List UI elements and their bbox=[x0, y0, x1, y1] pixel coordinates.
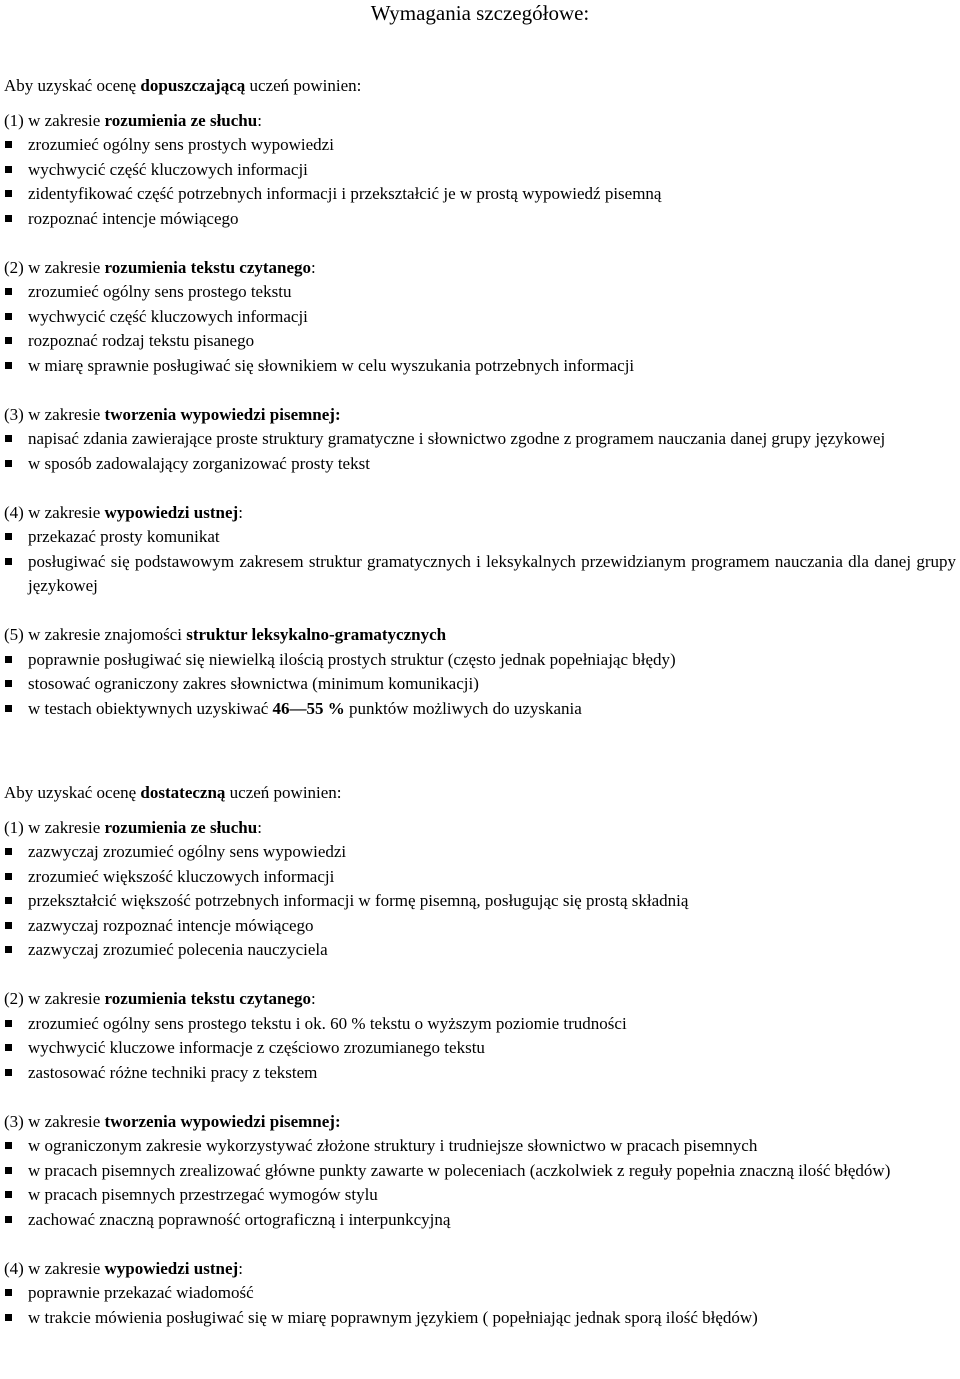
bullet-list bbox=[4, 1281, 956, 1330]
section-heading bbox=[4, 816, 956, 841]
list-item: w pracach pisemnych przestrzegać wymogów stylu bbox=[4, 1183, 956, 1208]
list-item: zrozumieć ogólny sens prostego tekstu bbox=[4, 280, 956, 305]
list-item: przekazać prosty komunikat bbox=[4, 525, 956, 550]
score-range: 46—55 % bbox=[272, 698, 345, 718]
section-prefix: (3) w zakresie bbox=[4, 404, 105, 424]
list-item: w sposób zadowalający zorganizować prosty tekst bbox=[4, 452, 956, 477]
list-item: zazwyczaj rozpoznać intencje mówiącego bbox=[4, 914, 956, 939]
grade-intro-dostateczna bbox=[4, 781, 956, 806]
section-prefix: (5) w zakresie znajomości bbox=[4, 625, 187, 644]
intro-text: Aby uzyskać ocenę bbox=[4, 783, 141, 802]
section-heading bbox=[4, 109, 956, 134]
grade-intro-dopuszczajaca bbox=[4, 74, 956, 99]
list-item: poprawnie posługiwać się niewielką ilością prostych struktur (często jednak popełniając błędy) bbox=[4, 648, 956, 673]
grade-name: dopuszczającą bbox=[140, 76, 246, 95]
section-heading bbox=[4, 1257, 956, 1282]
section-topic: tworzenia wypowiedzi pisemnej: bbox=[104, 1111, 341, 1131]
section-topic: tworzenia wypowiedzi pisemnej: bbox=[104, 404, 341, 424]
section-prefix: (2) w zakresie bbox=[4, 989, 105, 1008]
section-topic: wypowiedzi ustnej bbox=[104, 502, 239, 522]
section-heading bbox=[4, 623, 956, 648]
list-item: stosować ograniczony zakres słownictwa (minimum komunikacji) bbox=[4, 672, 956, 697]
section-suffix: : bbox=[311, 257, 316, 277]
section-prefix: (4) w zakresie bbox=[4, 502, 105, 522]
list-item: wychwycić część kluczowych informacji bbox=[4, 158, 956, 183]
list-item: zrozumieć większość kluczowych informacji bbox=[4, 865, 956, 890]
section-heading bbox=[4, 256, 956, 281]
section-prefix: (1) w zakresie bbox=[4, 110, 105, 130]
list-item: wychwycić część kluczowych informacji bbox=[4, 305, 956, 330]
section-prefix: (2) w zakresie bbox=[4, 257, 105, 277]
bullet-list bbox=[4, 525, 956, 599]
intro-text: uczeń powinien: bbox=[245, 76, 362, 95]
list-item: rozpoznać intencje mówiącego bbox=[4, 207, 956, 232]
section-prefix: (4) w zakresie bbox=[4, 1258, 105, 1278]
list-item: w pracach pisemnych zrealizować główne punkty zawarte w poleceniach (aczkolwiek z reguły popełnia znaczną ilość błędów) bbox=[4, 1159, 956, 1184]
intro-text: Aby uzyskać ocenę bbox=[4, 76, 141, 95]
section-topic: rozumienia tekstu czytanego bbox=[104, 257, 312, 277]
list-item: przekształcić większość potrzebnych informacji w formę pisemną, posługując się prostą składnią bbox=[4, 889, 956, 914]
section-heading bbox=[4, 501, 956, 526]
bullet-list bbox=[4, 280, 956, 378]
bullet-list bbox=[4, 1012, 956, 1086]
list-item: posługiwać się podstawowym zakresem struktur gramatycznych i leksykalnych przewidzianym programem nauczania dla danej grupy językowej bbox=[4, 550, 956, 599]
section-suffix: : bbox=[257, 817, 262, 837]
section-topic: rozumienia ze słuchu bbox=[104, 110, 258, 130]
item-text: w testach obiektywnych uzyskiwać bbox=[28, 698, 273, 718]
section-prefix: (3) w zakresie bbox=[4, 1111, 105, 1131]
section-suffix: : bbox=[311, 989, 316, 1008]
section-suffix: : bbox=[238, 502, 243, 522]
list-item: wychwycić kluczowe informacje z częściowo zrozumianego tekstu bbox=[4, 1036, 956, 1061]
section-heading bbox=[4, 987, 956, 1012]
bullet-list bbox=[4, 1134, 956, 1232]
list-item: w ograniczonym zakresie wykorzystywać złożone struktury i trudniejsze słownictwo w pracach pisemnych bbox=[4, 1134, 956, 1159]
section-topic: rozumienia tekstu czytanego bbox=[104, 989, 312, 1008]
section-suffix: : bbox=[257, 110, 262, 130]
list-item: rozpoznać rodzaj tekstu pisanego bbox=[4, 329, 956, 354]
grade-name: dostateczną bbox=[140, 783, 226, 802]
bullet-list bbox=[4, 133, 956, 231]
page-title: Wymagania szczegółowe: bbox=[370, 1, 590, 25]
list-item: zrozumieć ogólny sens prostego tekstu i ok. 60 % tekstu o wyższym poziomie trudności bbox=[4, 1012, 956, 1037]
list-item: napisać zdania zawierające proste struktury gramatyczne i słownictwo zgodne z programem nauczania danej grupy językowej bbox=[4, 427, 956, 452]
section-heading bbox=[4, 1110, 956, 1135]
list-item: zazwyczaj zrozumieć polecenia nauczyciela bbox=[4, 938, 956, 963]
list-item: zastosować różne techniki pracy z tekstem bbox=[4, 1061, 956, 1086]
list-item bbox=[4, 697, 956, 722]
list-item: zrozumieć ogólny sens prostych wypowiedzi bbox=[4, 133, 956, 158]
bullet-list bbox=[4, 840, 956, 963]
section-topic: rozumienia ze słuchu bbox=[104, 817, 258, 837]
list-item: poprawnie przekazać wiadomość bbox=[4, 1281, 956, 1306]
list-item: w miarę sprawnie posługiwać się słownikiem w celu wyszukania potrzebnych informacji bbox=[4, 354, 956, 379]
bullet-list bbox=[4, 427, 956, 476]
section-suffix: : bbox=[238, 1258, 243, 1278]
list-item: zazwyczaj zrozumieć ogólny sens wypowiedzi bbox=[4, 840, 956, 865]
list-item: zachować znaczną poprawność ortograficzną i interpunkcyjną bbox=[4, 1208, 956, 1233]
intro-text: uczeń powinien: bbox=[225, 783, 342, 802]
section-topic: wypowiedzi ustnej bbox=[104, 1258, 239, 1278]
bullet-list bbox=[4, 648, 956, 722]
list-item: zidentyfikować część potrzebnych informacji i przekształcić je w prostą wypowiedź pisemną bbox=[4, 182, 956, 207]
list-item: w trakcie mówienia posługiwać się w miarę poprawnym językiem ( popełniając jednak sporą ilość błędów) bbox=[4, 1306, 956, 1331]
item-text: punktów możliwych do uzyskania bbox=[344, 698, 582, 718]
section-heading bbox=[4, 403, 956, 428]
section-prefix: (1) w zakresie bbox=[4, 817, 105, 837]
section-topic: struktur leksykalno-gramatycznych bbox=[186, 625, 447, 644]
